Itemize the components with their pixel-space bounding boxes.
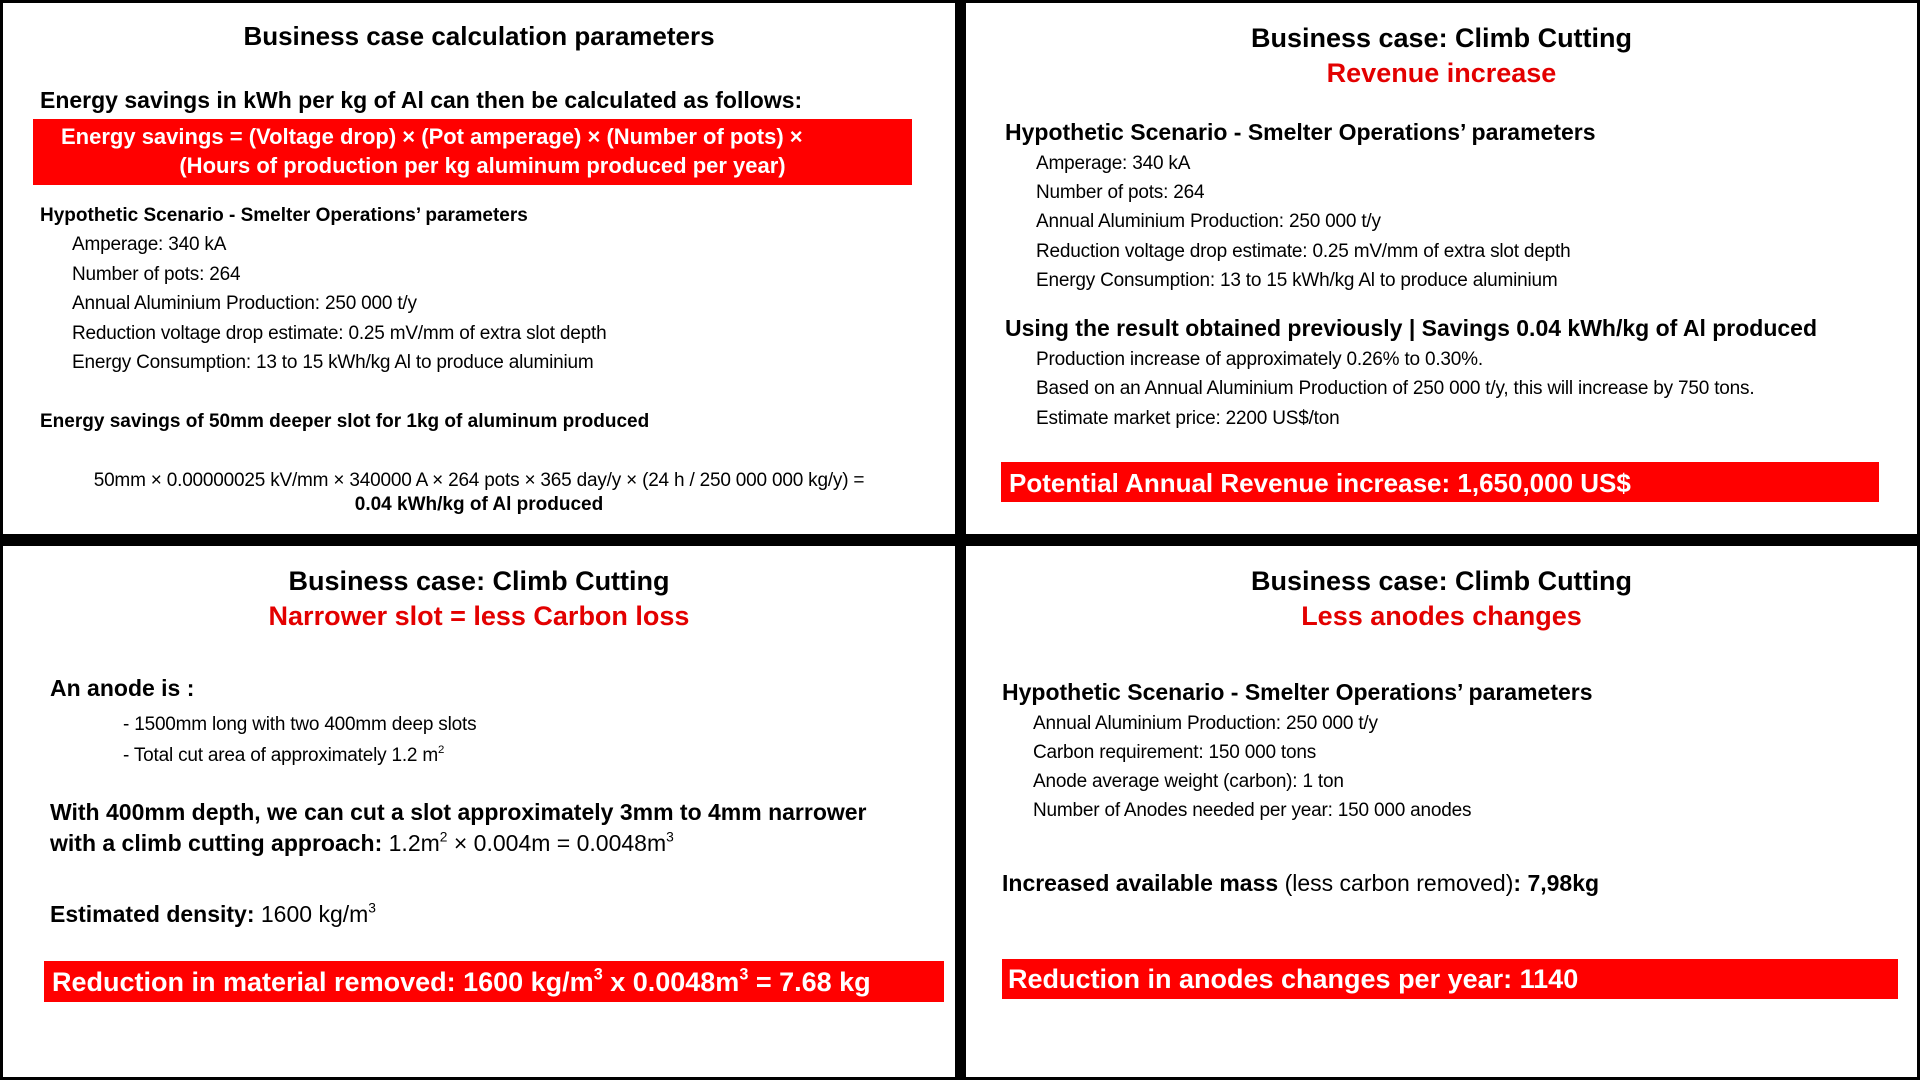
param-item: Number of Anodes needed per year: 150 000 anodes	[1033, 800, 1472, 821]
param-item: Reduction voltage drop estimate: 0.25 mV/mm of extra slot depth	[72, 323, 607, 344]
param-item: Energy Consumption: 13 to 15 kWh/kg Al to produce aluminium	[72, 352, 594, 373]
param-item: Annual Aluminium Production: 250 000 t/y	[72, 293, 417, 314]
panel-carbon-loss	[3, 546, 955, 1077]
formula-box	[33, 119, 912, 185]
panel-revenue-increase	[966, 3, 1917, 534]
panel-title: Business case: Climb Cutting	[288, 566, 670, 596]
formula-line-2: (Hours of production per kg aluminum produced per year)	[179, 153, 786, 178]
banner-text: Reduction in material removed: 1600 $kg/m^3$ x $0.0048m^3 = 7.68$ kg	[52, 965, 871, 997]
panel-subtitle: Less anodes changes	[1301, 601, 1582, 631]
result-item: Based on an Annual Aluminium Production of 250 000 t/y, this will increase by 750 tons.	[1036, 378, 1755, 399]
panel-title: Business case: Climb Cutting	[1250, 566, 1633, 596]
formula-line-1: Energy savings = (Voltage drop) × (Pot amperage) × (Number of pots) ×	[61, 124, 803, 149]
panel-title: Business case calculation parameters	[243, 21, 715, 51]
panel-anode-changes	[966, 546, 1917, 1077]
intro-text: Energy savings in kWh per kg of Al can then be calculated as follows:	[40, 87, 803, 113]
result-heading: Using the result obtained previously | Savings 0.04 kWh/kg of Al produced	[1005, 315, 1818, 341]
calc-result: 0.04 kWh/kg of Al produced	[354, 494, 604, 515]
result-item: Estimate market price: 2200 US$/ton	[1036, 408, 1340, 429]
panel-subtitle: Revenue increase	[1326, 58, 1557, 88]
banner-text: Potential Annual Revenue increase: 1,650,000 US$	[1009, 468, 1631, 498]
cut-line-2: with a climb cutting approach: $1.2m^2 \times 0.004m = 0.0048m^3$	[50, 829, 674, 856]
cut-line-1: With 400mm depth, we can cut a slot approximately 3mm to 4mm narrower	[50, 799, 867, 825]
scenario-heading: Hypothetic Scenario - Smelter Operations’ parameters	[40, 205, 528, 226]
density-line: Estimated density: 1600 $kg/m^3$	[50, 900, 376, 927]
panel-calculation-parameters	[3, 3, 955, 534]
scenario-heading: Hypothetic Scenario - Smelter Operations’ parameters	[1005, 119, 1596, 145]
savings-heading: Energy savings of 50mm deeper slot for 1kg of aluminum produced	[40, 411, 650, 432]
scenario-heading: Hypothetic Scenario - Smelter Operations’ parameters	[1002, 679, 1593, 705]
param-item: Carbon requirement: 150 000 tons	[1033, 742, 1317, 763]
banner-text: Reduction in anodes changes per year: 1140	[1008, 964, 1579, 994]
material-banner	[44, 961, 944, 1002]
param-item: Energy Consumption: 13 to 15 kWh/kg Al to produce aluminium	[1036, 270, 1558, 291]
param-item: Number of pots: 264	[1036, 182, 1205, 203]
param-item: Anode average weight (carbon): 1 ton	[1033, 771, 1344, 792]
calc-line: 50mm × 0.00000025 kV/mm × 340000 A × 264 pots × 365 day/y × (24 h / 250 000 000 kg/y) =	[93, 470, 865, 491]
revenue-banner	[1001, 462, 1879, 502]
param-item: Reduction voltage drop estimate: 0.25 mV/mm of extra slot depth	[1036, 241, 1571, 262]
param-item: Amperage: 340 kA	[1036, 153, 1191, 174]
anode-item: - Total cut area of approximately 1.2 $m^2$	[123, 744, 445, 766]
param-item: Number of pots: 264	[72, 264, 241, 285]
param-item: Annual Aluminium Production: 250 000 t/y	[1036, 211, 1381, 232]
panel-title: Business case: Climb Cutting	[1250, 23, 1633, 53]
anodes-banner	[1002, 959, 1898, 999]
panel-subtitle: Narrower slot = less Carbon loss	[268, 601, 690, 631]
param-item: Amperage: 340 kA	[72, 234, 227, 255]
param-item: Annual Aluminium Production: 250 000 t/y	[1033, 713, 1378, 734]
mass-line: Increased available mass (less carbon removed): 7,98kg	[1002, 870, 1600, 896]
anode-item: - 1500mm long with two 400mm deep slots	[123, 714, 477, 735]
result-item: Production increase of approximately 0.26% to 0.30%.	[1036, 349, 1483, 370]
anode-heading: An anode is :	[50, 675, 195, 701]
